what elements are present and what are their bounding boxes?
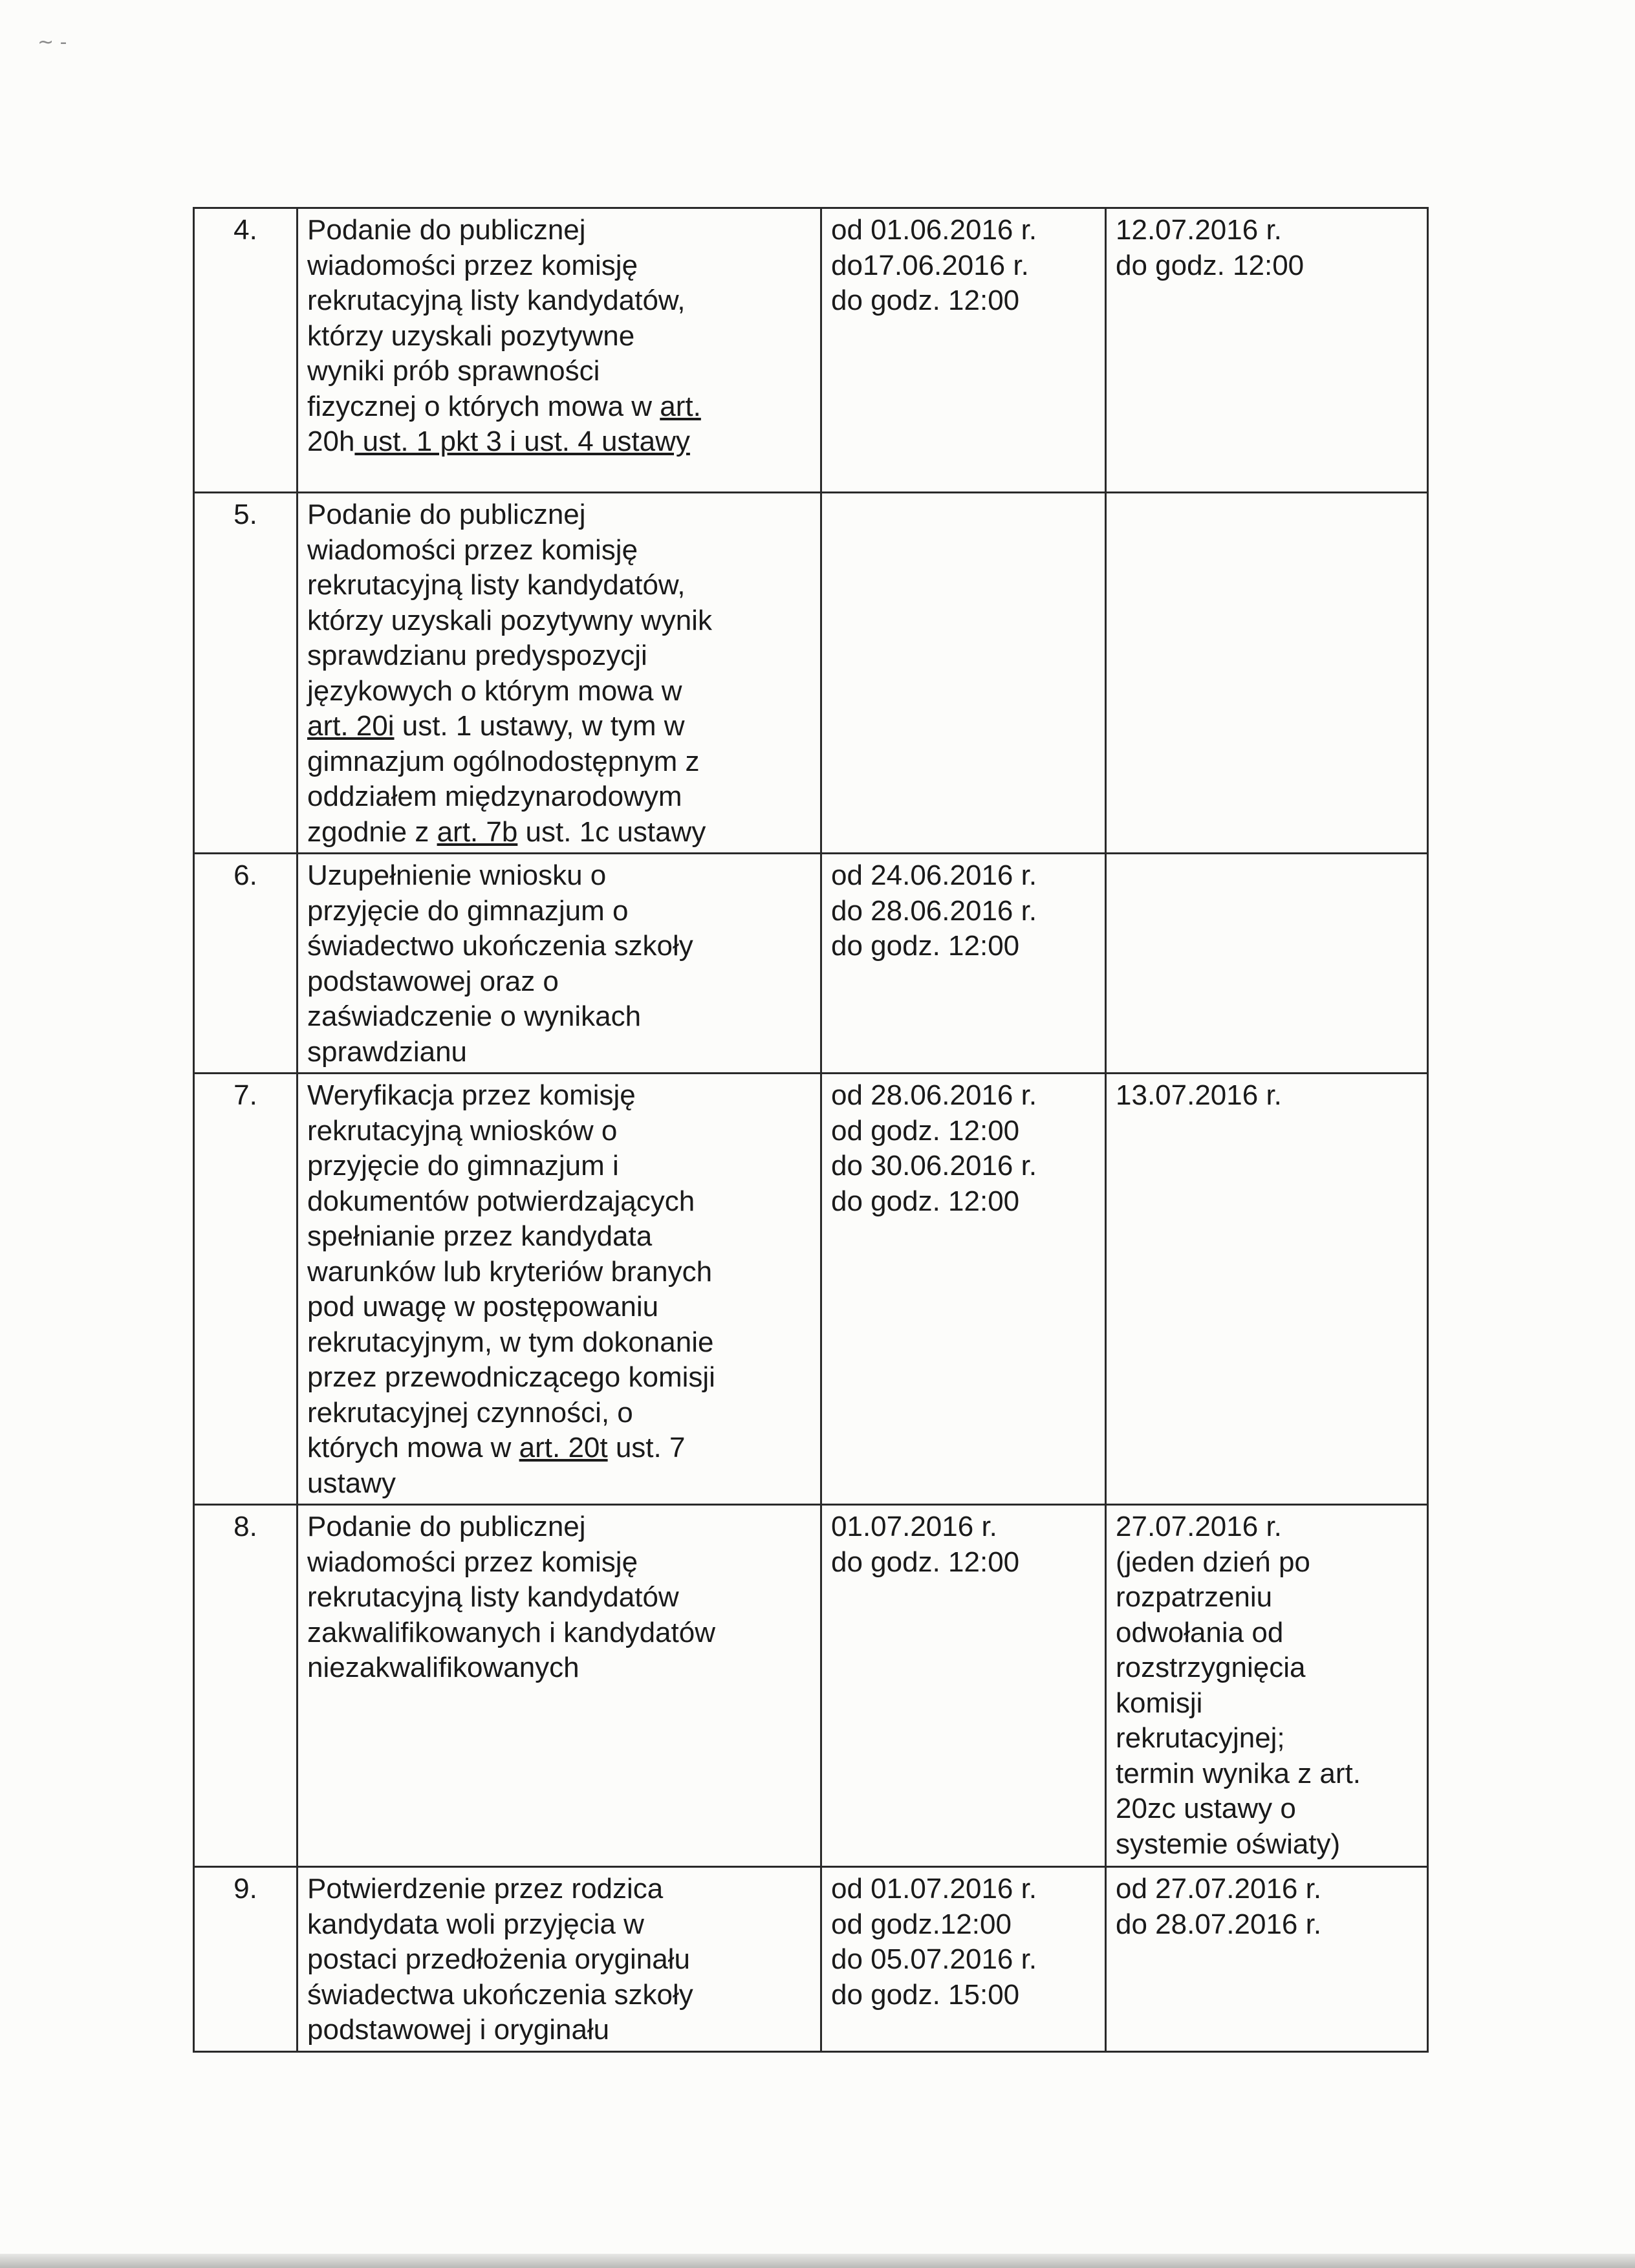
cell-text-line: od 28.06.2016 r. — [831, 1079, 1037, 1111]
date-range-cell — [821, 208, 1106, 493]
statute-article-reference: art. 7b — [437, 815, 518, 848]
cell-text-line: pod uwagę w postępowaniu — [307, 1291, 659, 1323]
row-number: 9. — [194, 1867, 298, 2052]
deadline-cell — [1106, 854, 1428, 1074]
cell-text-line: rekrutacyjną listy kandydatów, — [307, 285, 686, 316]
schedule-row — [194, 1074, 1428, 1505]
date-range-cell — [821, 1867, 1106, 2052]
cell-text-line: Potwierdzenie przez rodzica — [307, 1873, 664, 1905]
cell-text-line: którzy uzyskali pozytywne — [307, 319, 635, 352]
text-fragment: ust. 1 ustawy, w tym w — [394, 710, 685, 742]
cell-text-line: gimnazjum ogólnodostępnym z — [307, 745, 700, 777]
cell-text-line — [307, 709, 811, 744]
cell-text-line: do 28.07.2016 r. — [1116, 1908, 1322, 1940]
cell-text-line: termin wynika z art. — [1116, 1757, 1361, 1789]
cell-text-line: rozpatrzeniu — [1116, 1581, 1273, 1613]
activity-description — [298, 493, 821, 854]
cell-text-line: do godz. 12:00 — [831, 930, 1020, 962]
cell-text-line: rozstrzygnięcia — [1116, 1652, 1306, 1683]
cell-text-line: (jeden dzień po — [1116, 1546, 1310, 1578]
cell-text-line: spełnianie przez kandydata — [307, 1220, 653, 1252]
activity-description — [298, 1074, 821, 1505]
cell-text-line: ustawy — [307, 1467, 396, 1499]
activity-description — [298, 1867, 821, 2052]
text-fragment: zgodnie z — [307, 815, 437, 848]
date-range-cell — [821, 1505, 1106, 1867]
cell-text-line: odwołania od — [1116, 1616, 1284, 1648]
cell-text-line: przez przewodniczącego komisji — [307, 1361, 715, 1393]
cell-text-line: od 01.06.2016 r. — [831, 214, 1037, 246]
cell-text-line: sprawdzianu predyspozycji — [307, 640, 647, 671]
statute-article-reference: ust. 1 pkt 3 i ust. 4 ustawy — [354, 426, 690, 457]
cell-text-line: dokumentów potwierdzających — [307, 1185, 695, 1217]
cell-text-line: 13.07.2016 r. — [1116, 1079, 1282, 1111]
cell-text-line: językowych o którym mowa w — [307, 675, 682, 707]
cell-text-line: sprawdzianu — [307, 1035, 468, 1068]
scan-bottom-edge — [0, 2254, 1635, 2268]
cell-text-line: do 05.07.2016 r. — [831, 1943, 1037, 1975]
cell-text-line: od godz. 12:00 — [831, 1114, 1020, 1147]
cell-text-line: podstawowej oraz o — [307, 965, 559, 997]
activity-description — [298, 854, 821, 1074]
schedule-row — [194, 1867, 1428, 2052]
row-number: 8. — [194, 1505, 298, 1867]
cell-text-line: rekrutacyjnym, w tym dokonanie — [307, 1326, 714, 1358]
scan-speck: ~ - — [38, 31, 67, 54]
cell-text-line: do godz. 12:00 — [1116, 249, 1305, 281]
schedule-row — [194, 854, 1428, 1074]
cell-text-line: 27.07.2016 r. — [1116, 1511, 1282, 1542]
cell-text-line: od 27.07.2016 r. — [1116, 1873, 1322, 1905]
cell-text-line: rekrutacyjną listy kandydatów — [307, 1581, 679, 1613]
text-fragment: fizycznej o których mowa w — [307, 390, 660, 422]
cell-text-line: komisji — [1116, 1687, 1203, 1719]
cell-text-line: wiadomości przez komisję — [307, 534, 638, 566]
cell-text-line: do godz. 12:00 — [831, 1185, 1020, 1217]
date-range-cell — [821, 854, 1106, 1074]
cell-text-line: od godz.12:00 — [831, 1908, 1012, 1940]
cell-text-line: od 01.07.2016 r. — [831, 1873, 1037, 1905]
cell-text-line: postaci przedłożenia oryginału — [307, 1943, 690, 1975]
cell-text-line: oddziałem międzynarodowym — [307, 781, 682, 812]
cell-text-line: do godz. 12:00 — [831, 1546, 1020, 1578]
schedule-row — [194, 493, 1428, 854]
cell-text-line: od 24.06.2016 r. — [831, 859, 1037, 891]
cell-text-line: niezakwalifikowanych — [307, 1652, 579, 1683]
cell-text-line: przyjęcie do gimnazjum i — [307, 1150, 619, 1182]
cell-text-line: 01.07.2016 r. — [831, 1511, 997, 1542]
cell-text-line — [307, 389, 811, 425]
cell-text-line: do17.06.2016 r. — [831, 249, 1029, 281]
cell-text-line: Podanie do publicznej — [307, 1511, 586, 1542]
cell-text-line: rekrutacyjnej czynności, o — [307, 1396, 633, 1429]
schedule-row — [194, 1505, 1428, 1867]
text-fragment: których mowa w — [307, 1432, 519, 1463]
cell-text-line — [307, 815, 811, 850]
activity-description — [298, 208, 821, 493]
deadline-cell — [1106, 1867, 1428, 2052]
cell-text-line: wyniki prób sprawności — [307, 355, 600, 387]
cell-text-line: podstawowej i oryginału — [307, 2014, 610, 2046]
cell-text-line: przyjęcie do gimnazjum o — [307, 894, 629, 927]
cell-text-line: do 30.06.2016 r. — [831, 1150, 1037, 1182]
date-range-cell — [821, 1074, 1106, 1505]
cell-text-line: wiadomości przez komisję — [307, 249, 638, 281]
cell-text-line: rekrutacyjną wniosków o — [307, 1114, 618, 1147]
cell-text-line: rekrutacyjną listy kandydatów, — [307, 569, 686, 601]
cell-text-line: świadectwo ukończenia szkoły — [307, 930, 693, 962]
text-fragment: 20h — [307, 426, 355, 457]
cell-text-line: wiadomości przez komisję — [307, 1546, 638, 1578]
cell-text-line: kandydata woli przyjęcia w — [307, 1908, 644, 1940]
statute-article-reference: art. — [660, 390, 701, 422]
deadline-cell — [1106, 1505, 1428, 1867]
text-fragment: ust. 7 — [607, 1432, 686, 1463]
cell-text-line — [307, 1431, 811, 1466]
date-range-cell — [821, 493, 1106, 854]
statute-article-reference: art. 20t — [519, 1432, 608, 1463]
cell-text-line: zaświadczenie o wynikach — [307, 1000, 642, 1032]
statute-article-reference: art. 20i — [307, 710, 395, 742]
cell-text-line — [307, 424, 811, 460]
schedule-table-body — [194, 208, 1428, 2052]
cell-text-line: do godz. 15:00 — [831, 1978, 1020, 2011]
cell-text-line: 20zc ustawy o — [1116, 1793, 1296, 1824]
cell-text-line: Weryfikacja przez komisję — [307, 1079, 636, 1111]
activity-description — [298, 1505, 821, 1867]
text-fragment: ust. 1c ustawy — [517, 815, 706, 848]
deadline-cell — [1106, 208, 1428, 493]
cell-text-line: którzy uzyskali pozytywny wynik — [307, 604, 712, 636]
cell-text-line: świadectwa ukończenia szkoły — [307, 1978, 693, 2011]
cell-text-line: Podanie do publicznej — [307, 214, 586, 246]
cell-text-line: 12.07.2016 r. — [1116, 214, 1282, 246]
cell-text-line: warunków lub kryteriów branych — [307, 1255, 713, 1288]
recruitment-schedule-table — [193, 207, 1429, 2053]
cell-text-line: zakwalifikowanych i kandydatów — [307, 1616, 715, 1648]
cell-text-line: do 28.06.2016 r. — [831, 894, 1037, 927]
row-number: 5. — [194, 493, 298, 854]
row-number: 7. — [194, 1074, 298, 1505]
row-number: 4. — [194, 208, 298, 493]
schedule-row — [194, 208, 1428, 493]
row-number: 6. — [194, 854, 298, 1074]
cell-text-line: Uzupełnienie wniosku o — [307, 859, 607, 891]
cell-text-line: systemie oświaty) — [1116, 1828, 1341, 1860]
cell-text-line: do godz. 12:00 — [831, 285, 1020, 316]
cell-text-line: rekrutacyjnej; — [1116, 1722, 1285, 1754]
deadline-cell — [1106, 493, 1428, 854]
deadline-cell — [1106, 1074, 1428, 1505]
cell-text-line: Podanie do publicznej — [307, 499, 586, 530]
